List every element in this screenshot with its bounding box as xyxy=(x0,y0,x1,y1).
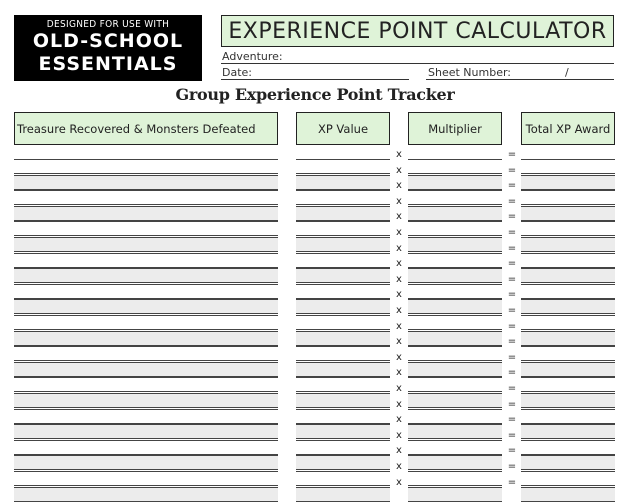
xp-value-cell[interactable] xyxy=(296,471,390,486)
treasure-cell[interactable] xyxy=(14,471,278,486)
column-header-xp-value: XP Value xyxy=(296,112,390,145)
multiplier-cell[interactable] xyxy=(408,471,502,486)
equals-symbol: = xyxy=(507,399,517,410)
multiply-symbol: x xyxy=(396,196,402,207)
multiplier-cell[interactable] xyxy=(408,284,502,299)
multiplier-cell[interactable] xyxy=(408,331,502,346)
multiply-symbol: x xyxy=(396,258,402,269)
equals-symbol: = xyxy=(507,243,517,254)
xp-value-cell[interactable] xyxy=(296,190,390,205)
column-header-total-xp: Total XP Award xyxy=(521,112,615,145)
total-xp-cell[interactable] xyxy=(521,455,615,470)
total-xp-cell[interactable] xyxy=(521,299,615,314)
treasure-cell[interactable] xyxy=(14,284,278,299)
total-xp-cell[interactable] xyxy=(521,253,615,268)
xp-value-cell[interactable] xyxy=(296,346,390,361)
multiply-symbol: x xyxy=(396,321,402,332)
total-xp-cell[interactable] xyxy=(521,206,615,221)
multiplier-cell[interactable] xyxy=(408,409,502,424)
multiply-symbol: x xyxy=(396,445,402,456)
treasure-cell[interactable] xyxy=(14,362,278,377)
column-header-treasure: Treasure Recovered & Monsters Defeated xyxy=(14,112,278,145)
multiplier-cell[interactable] xyxy=(408,315,502,330)
multiply-symbol: x xyxy=(396,211,402,222)
treasure-cell[interactable] xyxy=(14,487,278,502)
xp-value-cell[interactable] xyxy=(296,487,390,502)
equals-symbol: = xyxy=(507,289,517,300)
multiply-symbol: x xyxy=(396,227,402,238)
equals-symbol: = xyxy=(507,367,517,378)
multiply-symbol: x xyxy=(396,399,402,410)
equals-symbol: = xyxy=(507,414,517,425)
treasure-cell[interactable] xyxy=(14,237,278,252)
treasure-cell[interactable] xyxy=(14,331,278,346)
logo-line-2: ESSENTIALS xyxy=(38,53,178,75)
equals-symbol: = xyxy=(507,211,517,222)
total-xp-cell[interactable] xyxy=(521,346,615,361)
multiplier-cell[interactable] xyxy=(408,221,502,236)
total-xp-cell[interactable] xyxy=(521,159,615,174)
sheet-number-label: Sheet Number: xyxy=(428,66,511,79)
tracker-title: Group Experience Point Tracker xyxy=(175,85,455,104)
treasure-cell[interactable] xyxy=(14,440,278,455)
equals-symbol: = xyxy=(507,180,517,191)
equals-symbol: = xyxy=(507,383,517,394)
treasure-cell[interactable] xyxy=(14,206,278,221)
multiplier-cell[interactable] xyxy=(408,253,502,268)
equals-symbol: = xyxy=(507,336,517,347)
xp-value-cell[interactable] xyxy=(296,409,390,424)
multiplier-cell[interactable] xyxy=(408,424,502,439)
column-header-multiplier: Multiplier xyxy=(408,112,502,145)
page-title: EXPERIENCE POINT CALCULATOR xyxy=(221,15,614,47)
equals-symbol: = xyxy=(507,274,517,285)
xp-value-cell[interactable] xyxy=(296,424,390,439)
total-xp-cell[interactable] xyxy=(521,331,615,346)
xp-value-cell[interactable] xyxy=(296,393,390,408)
xp-value-cell[interactable] xyxy=(296,284,390,299)
total-xp-cell[interactable] xyxy=(521,393,615,408)
xp-value-cell[interactable] xyxy=(296,377,390,392)
equals-symbol: = xyxy=(507,477,517,488)
treasure-cell[interactable] xyxy=(14,175,278,190)
equals-symbol: = xyxy=(507,352,517,363)
xp-value-cell[interactable] xyxy=(296,440,390,455)
multiply-symbol: x xyxy=(396,274,402,285)
total-xp-cell[interactable] xyxy=(521,409,615,424)
total-xp-cell[interactable] xyxy=(521,487,615,502)
xp-value-cell[interactable] xyxy=(296,362,390,377)
treasure-cell[interactable] xyxy=(14,268,278,283)
multiplier-cell[interactable] xyxy=(408,346,502,361)
multiply-symbol: x xyxy=(396,414,402,425)
equals-symbol: = xyxy=(507,445,517,456)
xp-value-cell[interactable] xyxy=(296,315,390,330)
multiplier-cell[interactable] xyxy=(408,159,502,174)
logo-tagline: DESIGNED FOR USE WITH xyxy=(46,19,170,30)
total-xp-cell[interactable] xyxy=(521,221,615,236)
xp-value-cell[interactable] xyxy=(296,206,390,221)
multiplier-cell[interactable] xyxy=(408,268,502,283)
multiply-symbol: x xyxy=(396,352,402,363)
multiplier-cell[interactable] xyxy=(408,299,502,314)
multiply-symbol: x xyxy=(396,149,402,160)
total-xp-cell[interactable] xyxy=(521,175,615,190)
equals-symbol: = xyxy=(507,461,517,472)
treasure-cell[interactable] xyxy=(14,190,278,205)
multiply-symbol: x xyxy=(396,289,402,300)
treasure-cell[interactable] xyxy=(14,409,278,424)
treasure-cell[interactable] xyxy=(14,424,278,439)
total-xp-cell[interactable] xyxy=(521,424,615,439)
multiplier-cell[interactable] xyxy=(408,206,502,221)
equals-symbol: = xyxy=(507,149,517,160)
treasure-cell[interactable] xyxy=(14,346,278,361)
equals-symbol: = xyxy=(507,196,517,207)
xp-value-cell[interactable] xyxy=(296,299,390,314)
multiplier-cell[interactable] xyxy=(408,362,502,377)
multiplier-cell[interactable] xyxy=(408,455,502,470)
multiply-symbol: x xyxy=(396,477,402,488)
total-xp-cell[interactable] xyxy=(521,362,615,377)
xp-value-cell[interactable] xyxy=(296,253,390,268)
total-xp-cell[interactable] xyxy=(521,190,615,205)
total-xp-cell[interactable] xyxy=(521,471,615,486)
multiplier-cell[interactable] xyxy=(408,440,502,455)
equals-symbol: = xyxy=(507,305,517,316)
multiplier-cell[interactable] xyxy=(408,487,502,502)
total-xp-cell[interactable] xyxy=(521,315,615,330)
multiply-symbol: x xyxy=(396,243,402,254)
xp-value-cell[interactable] xyxy=(296,455,390,470)
treasure-cell[interactable] xyxy=(14,159,278,174)
multiplier-cell[interactable] xyxy=(408,393,502,408)
xp-value-cell[interactable] xyxy=(296,268,390,283)
xp-value-cell[interactable] xyxy=(296,221,390,236)
equals-symbol: = xyxy=(507,430,517,441)
total-xp-cell[interactable] xyxy=(521,268,615,283)
equals-symbol: = xyxy=(507,321,517,332)
treasure-cell[interactable] xyxy=(14,455,278,470)
date-label: Date: xyxy=(222,66,252,79)
multiply-symbol: x xyxy=(396,367,402,378)
total-xp-cell[interactable] xyxy=(521,377,615,392)
treasure-cell[interactable] xyxy=(14,299,278,314)
xp-value-cell[interactable] xyxy=(296,237,390,252)
multiply-symbol: x xyxy=(396,180,402,191)
adventure-label: Adventure: xyxy=(222,50,283,63)
xp-value-cell[interactable] xyxy=(296,331,390,346)
total-xp-cell[interactable] xyxy=(521,440,615,455)
multiply-symbol: x xyxy=(396,430,402,441)
logo-line-1: OLD-SCHOOL xyxy=(32,30,184,52)
xp-value-cell[interactable] xyxy=(296,175,390,190)
sheet-number-separator: / xyxy=(565,66,569,79)
treasure-cell[interactable] xyxy=(14,315,278,330)
multiply-symbol: x xyxy=(396,165,402,176)
multiplier-cell[interactable] xyxy=(408,190,502,205)
treasure-cell[interactable] xyxy=(14,393,278,408)
multiplier-cell[interactable] xyxy=(408,175,502,190)
multiplier-cell[interactable] xyxy=(408,237,502,252)
multiplier-cell[interactable] xyxy=(408,377,502,392)
treasure-cell[interactable] xyxy=(14,221,278,236)
treasure-cell[interactable] xyxy=(14,253,278,268)
equals-symbol: = xyxy=(507,227,517,238)
treasure-cell[interactable] xyxy=(14,377,278,392)
total-xp-cell[interactable] xyxy=(521,237,615,252)
equals-symbol: = xyxy=(507,165,517,176)
multiply-symbol: x xyxy=(396,336,402,347)
total-xp-cell[interactable] xyxy=(521,284,615,299)
xp-value-cell[interactable] xyxy=(296,159,390,174)
multiply-symbol: x xyxy=(396,305,402,316)
multiply-symbol: x xyxy=(396,383,402,394)
equals-symbol: = xyxy=(507,258,517,269)
multiply-symbol: x xyxy=(396,461,402,472)
